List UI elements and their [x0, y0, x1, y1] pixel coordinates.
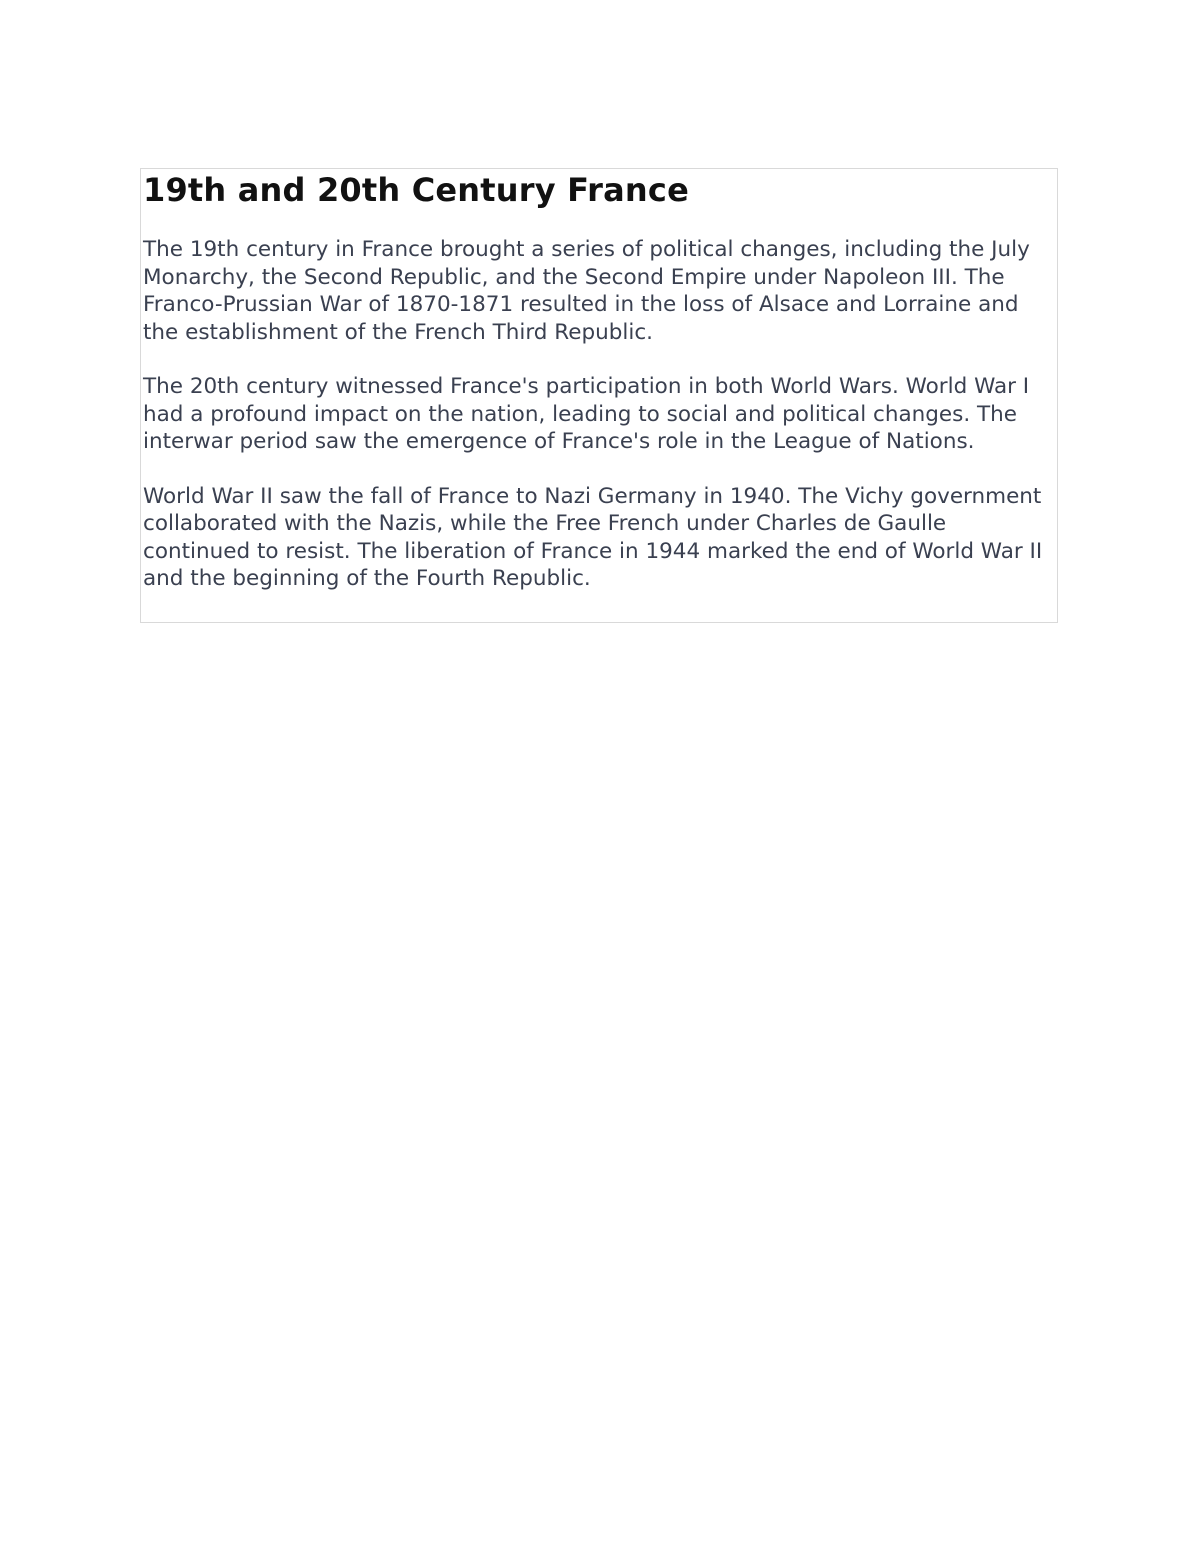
paragraph-20th-century: The 20th century witnessed France's participation in both World Wars. World War I had a profound impact on the nation, leading to social and political changes. The interwar period saw the emergence of France's role in the League of Nations.	[143, 374, 1030, 454]
paragraph-19th-century: The 19th century in France brought a series of political changes, including the July Monarchy, the Second Republic, and the Second Empire under Napoleon III. The Franco-Prussian War of 1870-1871 resulted in the loss of Alsace and Lorraine and the establishment of the French Third Republic.	[143, 237, 1030, 345]
document-content-box	[140, 168, 1058, 623]
document-title: 19th and 20th Century France	[143, 171, 689, 209]
paragraph-world-war-ii: World War II saw the fall of France to Nazi Germany in 1940. The Vichy government collaborated with the Nazis, while the Free French under Charles de Gaulle continued to resist. The liberation of France in 1944 marked the end of World War II and the beginning of the Fourth Republic.	[143, 483, 1043, 591]
